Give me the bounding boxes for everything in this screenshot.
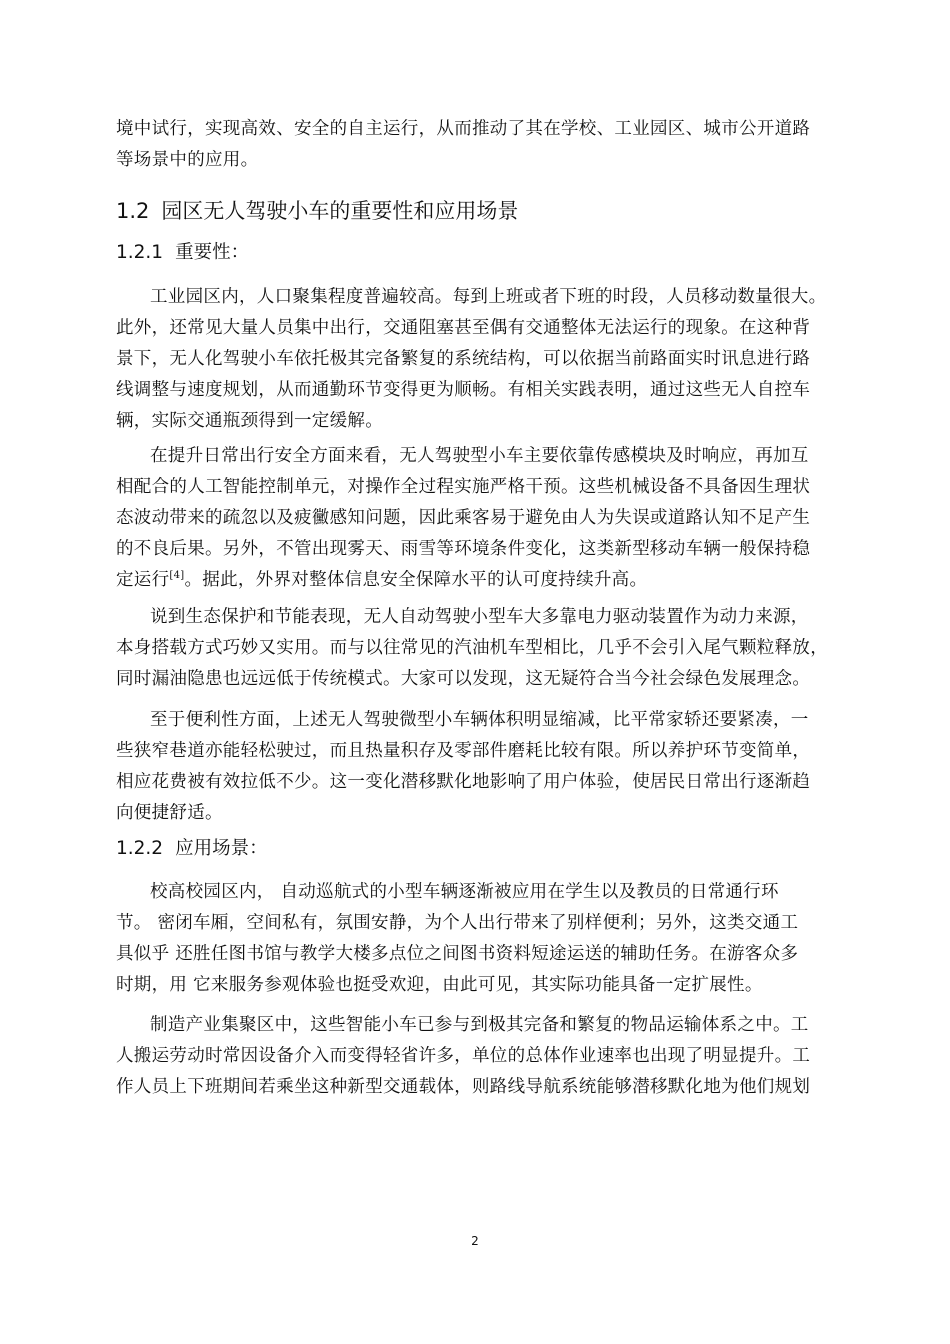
section-title: 园区无人驾驶小车的重要性和应用场景 <box>161 199 519 223</box>
text-run: 定运行 <box>116 570 170 590</box>
body-line: 工业园区内，人口聚集程度普遍较高。每到上班或者下班的时段，人员移动数量很大。 <box>150 287 827 307</box>
subsection-heading-1-2-1 <box>116 240 249 266</box>
body-line: 景下，无人化驾驶小车依托极其完备繁复的系统结构，可以依据当前路面实时讯息进行路 <box>116 349 811 369</box>
subsection-number: 1.2.2 <box>116 838 164 859</box>
body-line: 至于便利性方面，上述无人驾驶微型小车辆体积明显缩减，比平常家轿还要紧凑，一 <box>150 710 809 730</box>
section-heading-1-2 <box>116 197 518 225</box>
body-line: 等场景中的应用。 <box>116 150 259 170</box>
body-line: 校高校园区内， 自动巡航式的小型车辆逐渐被应用在学生以及教员的日常通行环 <box>150 882 779 902</box>
body-line: 相应花费被有效拉低不少。这一变化潜移默化地影响了用户体验，使居民日常出行逐渐趋 <box>116 772 811 792</box>
body-line: 境中试行，实现高效、安全的自主运行，从而推动了其在学校、工业园区、城市公开道路 <box>116 119 811 139</box>
body-line: 作人员上下班期间若乘坐这种新型交通载体，则路线导航系统能够潜移默化地为他们规划 <box>116 1077 811 1097</box>
body-line: 态波动带来的疏忽以及疲黴感知问题，因此乘客易于避免由人为失误或道路认知不足产生 <box>116 508 811 528</box>
body-line: 具似乎 还胜任图书馆与教学大楼多点位之间图书资料短途运送的辅助任务。在游客众多 <box>116 944 799 964</box>
subsection-title: 重要性： <box>175 242 250 263</box>
text-run: 。据此，外界对整体信息安全保障水平的认可度持续升高。 <box>184 570 648 590</box>
body-line: 向便捷舒适。 <box>116 803 223 823</box>
body-line: 时期，用 它来服务参观体验也挺受欢迎，由此可见，其实际功能具备一定扩展性。 <box>116 975 763 995</box>
body-line: 相配合的人工智能控制单元，对操作全过程实施严格干预。这些机械设备不具备因生理状 <box>116 477 811 497</box>
citation-reference: [4] <box>169 570 185 581</box>
body-line: 的不良后果。另外，不管出现雾天、雨雪等环境条件变化，这类新型移动车辆一般保持稳 <box>116 539 811 559</box>
body-line: 辆，实际交通瓶颈得到一定缓解。 <box>116 411 383 431</box>
body-line: 本身搭载方式巧妙又实用。而与以往常见的汽油机车型相比，几乎不会引入尾气颗粒释放， <box>116 638 828 658</box>
subsection-number: 1.2.1 <box>116 242 164 263</box>
body-line: 在提升日常出行安全方面来看，无人驾驶型小车主要依靠传感模块及时响应，再加互 <box>150 446 809 466</box>
page-number: 2 <box>471 1234 479 1248</box>
body-line: 些狭窄巷道亦能轻松驶过，而且热量积存及零部件磨耗比较有限。所以养护环节变简单， <box>116 741 811 761</box>
body-line: 同时漏油隐患也远远低于传统模式。大家可以发现，这无疑符合当今社会绿色发展理念。 <box>116 669 811 689</box>
body-line-with-citation <box>116 568 647 592</box>
section-number: 1.2 <box>116 199 150 223</box>
body-line: 说到生态保护和节能表现，无人自动驾驶小型车大多靠电力驱动装置作为动力来源， <box>150 607 809 627</box>
body-line: 节。 密闭车厢，空间私有，氛围安静，为个人出行带来了别样便利；另外，这类交通工 <box>116 913 799 933</box>
body-line: 制造产业集聚区中，这些智能小车已参与到极其完备和繁复的物品运输体系之中。工 <box>150 1015 809 1035</box>
body-line: 线调整与速度规划，从而通勤环节变得更为顺畅。有相关实践表明，通过这些无人自控车 <box>116 380 811 400</box>
body-line: 人搬运劳动时常因设备介入而变得轻省许多，单位的总体作业速率也出现了明显提升。工 <box>116 1046 811 1066</box>
subsection-title: 应用场景： <box>175 838 268 859</box>
body-line: 此外，还常见大量人员集中出行，交通阻塞甚至偶有交通整体无法运行的现象。在这种背 <box>116 318 811 338</box>
subsection-heading-1-2-2 <box>116 836 268 862</box>
